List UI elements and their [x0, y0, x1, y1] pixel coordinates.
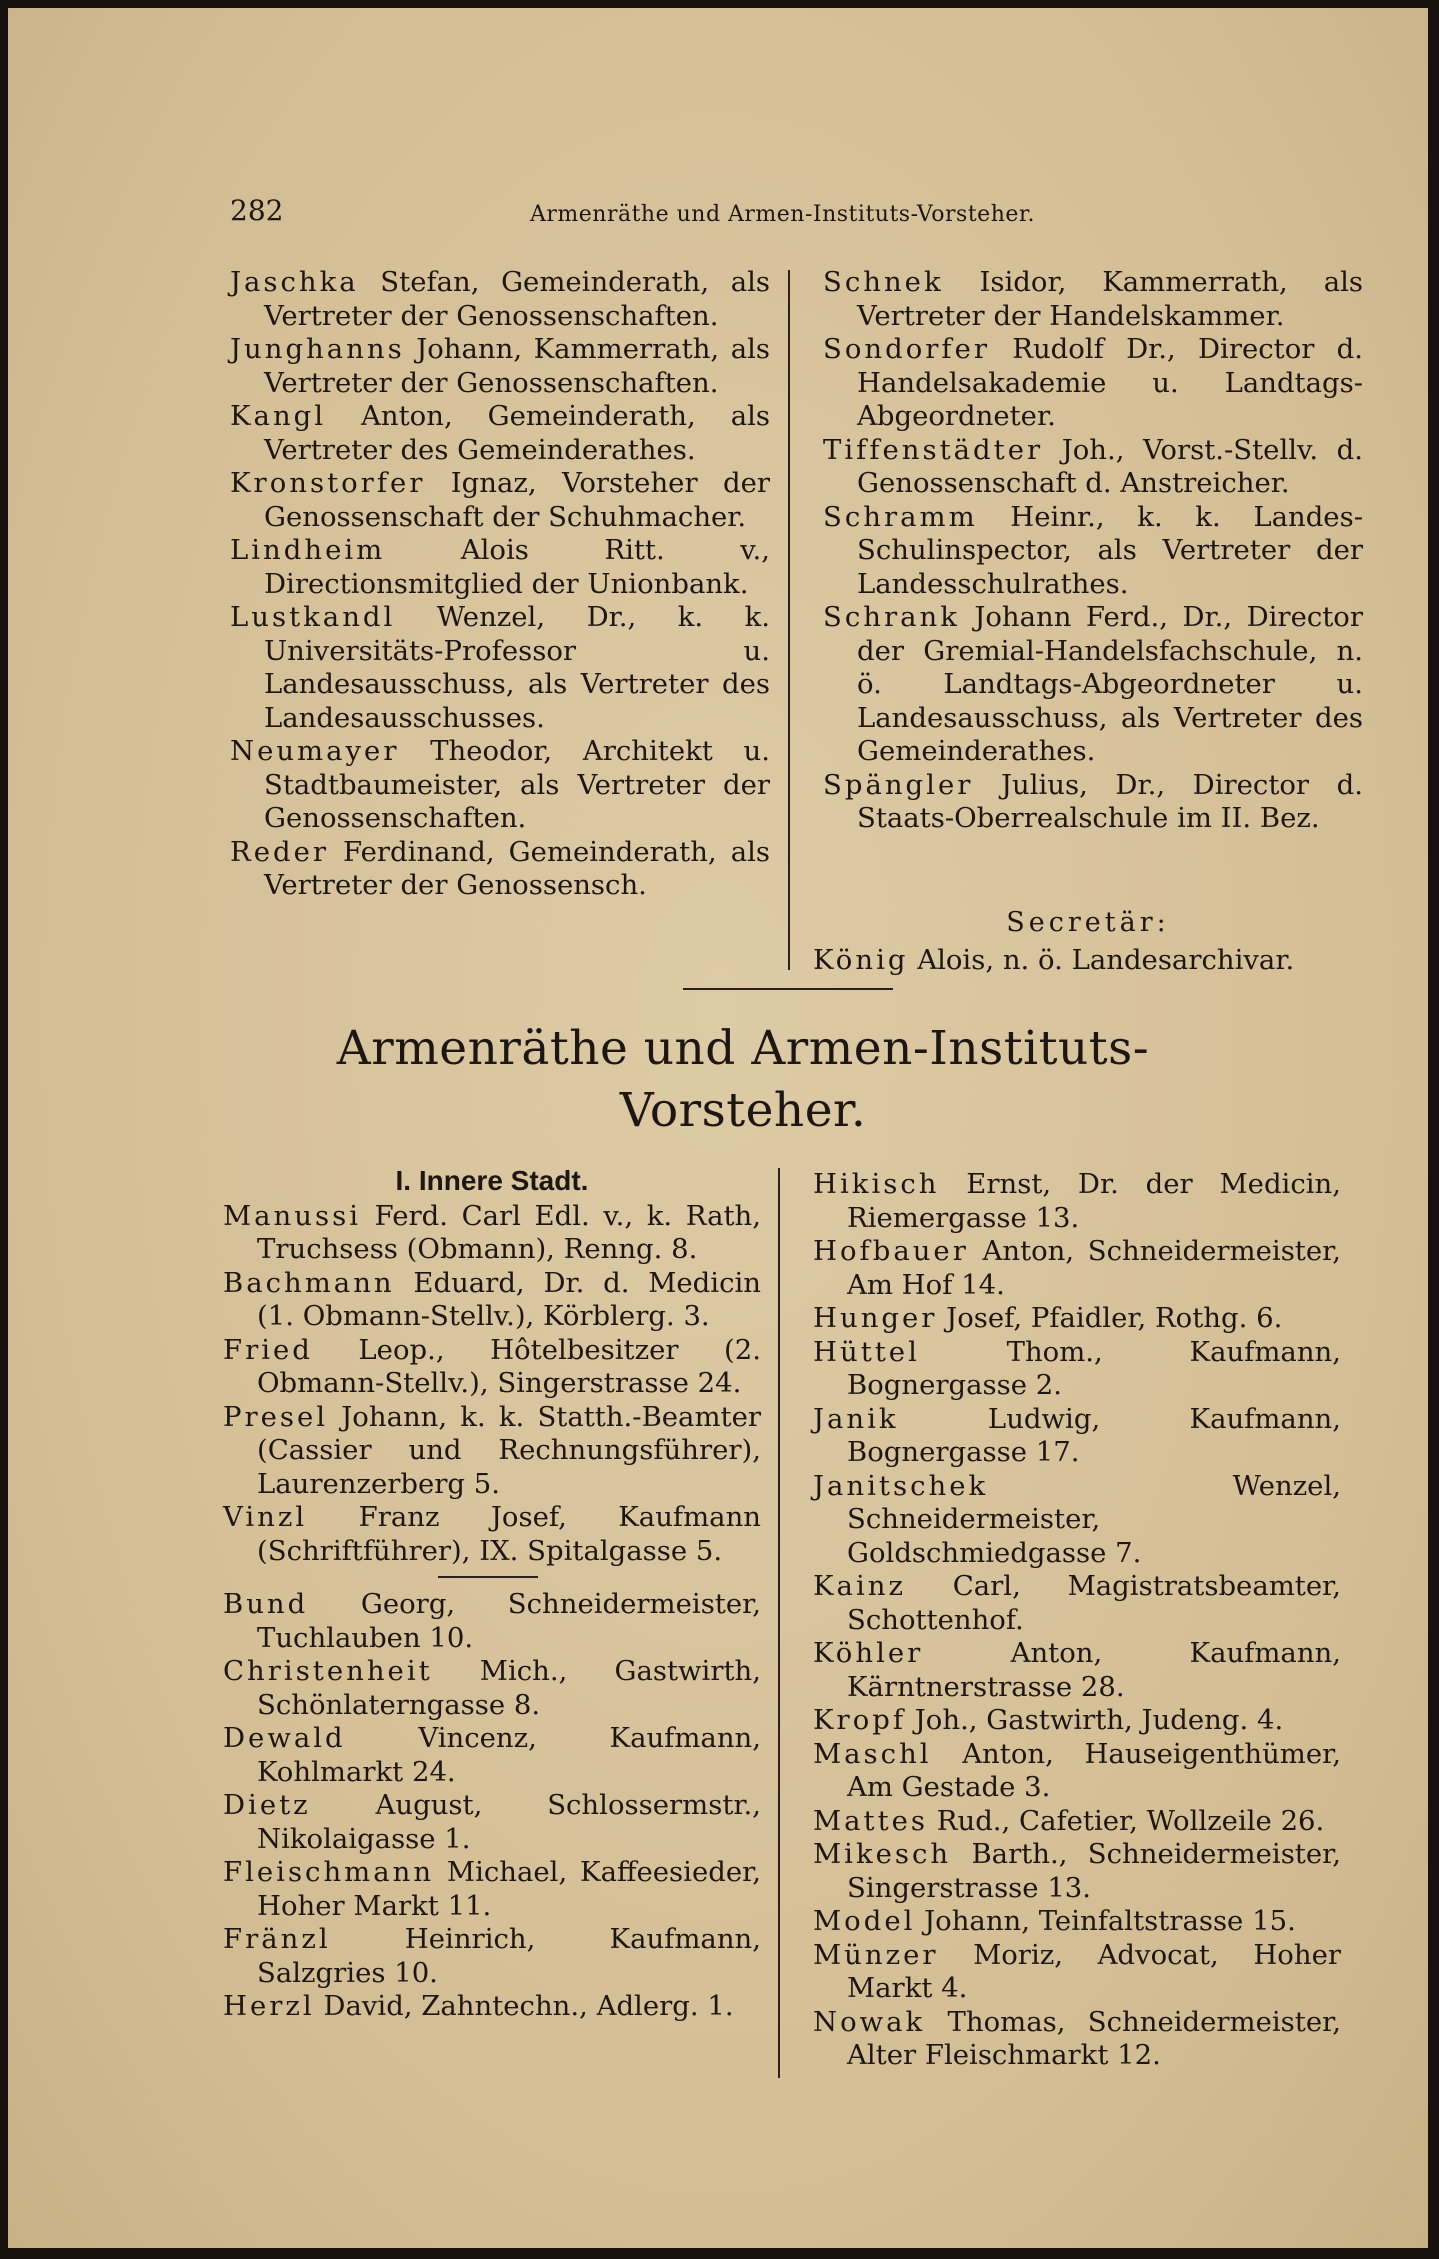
list-entry — [223, 1200, 761, 1267]
list-entry — [223, 1401, 761, 1502]
list-entry — [230, 601, 770, 735]
list-entry — [813, 1235, 1341, 1302]
entry-surname: Köhler — [813, 1637, 924, 1669]
entry-details: Stefan, Gemeinderath, als Vertreter der Genossenschaften. — [264, 266, 770, 332]
list-entry — [223, 1334, 761, 1401]
entry-surname: Hikisch — [813, 1168, 940, 1200]
entry-details: Johann, k. k. Statth.-Beamter (Cassier und Rechnungsführer), Laurenzerberg 5. — [257, 1400, 761, 1500]
secretary-entry — [813, 944, 1363, 978]
entry-details: Eduard, Dr. d. Medicin (1. Obmann-Stellv.), Körblerg. 3. — [257, 1266, 761, 1332]
list-entry — [813, 1939, 1341, 2006]
entry-details: Ignaz, Vorsteher der Genossenschaft der Schuhmacher. — [264, 467, 770, 533]
entry-surname: Reder — [230, 835, 330, 868]
entry-surname: Janitschek — [813, 1469, 989, 1502]
top-column-divider — [788, 270, 790, 970]
list-entry — [813, 1168, 1341, 1235]
list-entry — [813, 1470, 1341, 1571]
entry-details: David, Zahntechn., Adlerg. 1. — [314, 1990, 734, 2022]
entry-surname: Hüttel — [813, 1335, 920, 1368]
district-heading: I. Innere Stadt. — [395, 1165, 589, 1196]
entry-surname: Sondorfer — [823, 333, 991, 365]
entry-details: August, Schlossermstr., Nikolaigasse 1. — [257, 1789, 761, 1855]
entry-surname: Fleischmann — [223, 1856, 435, 1888]
page-number: 282 — [230, 194, 284, 227]
entry-surname: Münzer — [813, 1938, 939, 1971]
list-entry — [813, 1302, 1341, 1336]
entry-details: Johann, Teinfaltstrasse 15. — [915, 1905, 1296, 1937]
list-entry — [223, 1588, 761, 1655]
entry-surname: Lustkandl — [230, 601, 396, 633]
entry-surname: Schramm — [823, 500, 978, 533]
list-entry — [813, 1738, 1341, 1805]
entry-surname: Hunger — [813, 1302, 938, 1334]
entry-details: Carl, Magistratsbeamter, Schottenhof. — [847, 1570, 1341, 1636]
entry-details: Wenzel, Dr., k. k. Universitäts-Professor u. Landesausschuss, als Vertreter des Landesausschusses. — [264, 601, 770, 734]
list-entry — [223, 1501, 761, 1568]
entry-surname: Neumayer — [230, 735, 400, 767]
members-list — [223, 1588, 761, 2024]
entry-details: Theodor, Architekt u. Stadtbaumeister, als Vertreter der Genossenschaften. — [264, 735, 770, 834]
entry-surname: Fränzl — [223, 1923, 331, 1955]
book-page — [8, 8, 1428, 2248]
entry-surname: Dewald — [223, 1722, 346, 1754]
section-title — [228, 1018, 1258, 1142]
entry-details: Ludwig, Kaufmann, Bognergasse 17. — [847, 1402, 1341, 1468]
section-separator — [683, 988, 893, 990]
entry-details: Alois, n. ö. Landesarchivar. — [908, 943, 1295, 976]
entry-details: Ferdinand, Gemeinderath, als Vertreter der Genossensch. — [264, 835, 770, 901]
list-entry — [223, 1655, 761, 1722]
list-entry — [813, 1838, 1341, 1905]
entry-details: Johann, Kammerrath, als Vertreter der Genossenschaften. — [264, 333, 770, 399]
list-entry — [823, 769, 1363, 836]
entry-details: Josef, Pfaidler, Rothg. 6. — [937, 1302, 1283, 1334]
list-entry — [813, 1336, 1341, 1403]
list-entry — [230, 467, 770, 534]
entry-surname: Herzl — [223, 1990, 315, 2022]
list-entry — [823, 601, 1363, 769]
bottom-right-column — [813, 1168, 1341, 2073]
list-entry — [813, 1570, 1341, 1637]
entry-surname: Tiffenstädter — [823, 433, 1044, 466]
entry-details: Isidor, Kammerrath, als Vertreter der Handelskammer. — [857, 266, 1363, 332]
entry-details: Wenzel, Schneidermeister, Goldschmiedgasse 7. — [847, 1469, 1341, 1569]
officers-separator — [438, 1576, 538, 1578]
list-entry — [223, 1990, 761, 2024]
list-entry — [823, 333, 1363, 434]
entry-details: Leop., Hôtelbesitzer (2. Obmann-Stellv.), Singerstrasse 24. — [257, 1333, 761, 1399]
entry-surname: Hofbauer — [813, 1235, 969, 1267]
entry-details: Thomas, Schneidermeister, Alter Fleischmarkt 12. — [847, 2005, 1341, 2071]
running-head: Armenräthe und Armen-Instituts-Vorsteher. — [530, 202, 1035, 227]
entry-details: Anton, Hauseigenthümer, Am Gestade 3. — [847, 1737, 1341, 1803]
entry-surname: Mattes — [813, 1804, 929, 1837]
list-entry — [223, 1722, 761, 1789]
section-title-line-2: Vorsteher. — [619, 1083, 867, 1138]
entry-surname: Kangl — [230, 400, 327, 432]
entry-details: Johann Ferd., Dr., Director der Gremial-Handelsfachschule, n. ö. Landtags-Abgeordneter u. Landesausschuss, als Vertreter des Gemeinderathes. — [857, 601, 1363, 767]
entry-details: Rud., Cafetier, Wollzeile 26. — [928, 1804, 1325, 1837]
secretary-label: Secretär: — [1006, 907, 1170, 938]
list-entry — [823, 266, 1363, 333]
officers-list — [223, 1200, 761, 1569]
entry-surname: Model — [813, 1905, 916, 1937]
entry-surname: Manussi — [223, 1199, 361, 1232]
top-right-column — [823, 266, 1363, 836]
list-entry — [813, 1704, 1341, 1738]
entry-details: Joh., Gastwirth, Judeng. 4. — [906, 1704, 1284, 1736]
page-header — [230, 194, 1090, 234]
entry-surname: Schrank — [823, 601, 960, 633]
bottom-column-divider — [778, 1168, 780, 2078]
entry-surname: Schnek — [823, 266, 944, 298]
entry-surname: Kronstorfer — [230, 467, 426, 499]
list-entry — [223, 1267, 761, 1334]
entry-details: Mich., Gastwirth, Schönlaterngasse 8. — [257, 1655, 761, 1721]
entry-surname: Kropf — [813, 1704, 907, 1736]
section-title-line-1: Armenräthe und Armen-Instituts- — [336, 1021, 1150, 1076]
list-entry — [230, 266, 770, 333]
entry-surname: Bund — [223, 1588, 309, 1620]
entry-surname: Jaschka — [230, 266, 359, 298]
secretary-block — [813, 894, 1363, 977]
entry-details: Julius, Dr., Director d. Staats-Oberrealschule im II. Bez. — [857, 768, 1363, 834]
entry-surname: Spängler — [823, 768, 974, 801]
entry-surname: Maschl — [813, 1737, 932, 1770]
entry-details: Michael, Kaffeesieder, Hoher Markt 11. — [257, 1856, 761, 1922]
list-entry — [230, 735, 770, 836]
entry-surname: Presel — [223, 1400, 329, 1433]
entry-surname: Lindheim — [230, 534, 386, 566]
entry-details: Anton, Gemeinderath, als Vertreter des Gemeinderathes. — [264, 400, 770, 466]
list-entry — [223, 1923, 761, 1990]
entry-details: Barth., Schneidermeister, Singerstrasse 13. — [847, 1838, 1341, 1904]
entry-details: Moriz, Advocat, Hoher Markt 4. — [847, 1938, 1341, 2004]
bottom-left-column — [223, 1164, 761, 2024]
entry-surname: Junghanns — [230, 333, 405, 365]
entry-details: Ernst, Dr. der Medicin, Riemergasse 13. — [847, 1168, 1341, 1234]
entry-details: Anton, Schneidermeister, Am Hof 14. — [847, 1235, 1341, 1301]
entry-surname: Fried — [223, 1333, 313, 1366]
top-left-column — [230, 266, 770, 903]
entry-details: Thom., Kaufmann, Bognergasse 2. — [847, 1335, 1341, 1401]
entry-surname: Mikesch — [813, 1838, 952, 1870]
entry-surname: Nowak — [813, 2005, 926, 2038]
list-entry — [813, 1905, 1341, 1939]
entry-details: Anton, Kaufmann, Kärntnerstrasse 28. — [847, 1637, 1341, 1703]
entry-details: Rudolf Dr., Director d. Handelsakademie u. Landtags-Abgeordneter. — [857, 333, 1363, 432]
entry-details: Georg, Schneidermeister, Tuchlauben 10. — [257, 1588, 761, 1654]
entry-surname: Janik — [813, 1402, 899, 1435]
entry-details: Alois Ritt. v., Directionsmitglied der Unionbank. — [264, 534, 770, 600]
list-entry — [813, 1403, 1341, 1470]
entry-surname: Bachmann — [223, 1266, 395, 1299]
list-entry — [230, 836, 770, 903]
entry-details: Heinr., k. k. Landes-Schulinspector, als Vertreter der Landesschulrathes. — [857, 500, 1363, 600]
entry-surname: Vinzl — [223, 1501, 308, 1533]
list-entry — [230, 534, 770, 601]
list-entry — [823, 434, 1363, 501]
entry-details: Heinrich, Kaufmann, Salzgries 10. — [257, 1923, 761, 1989]
list-entry — [223, 1789, 761, 1856]
entry-surname: Kainz — [813, 1570, 906, 1602]
entry-details: Ferd. Carl Edl. v., k. Rath, Truchsess (Obmann), Renng. 8. — [257, 1199, 761, 1265]
list-entry — [813, 1805, 1341, 1839]
list-entry — [813, 1637, 1341, 1704]
entry-details: Vincenz, Kaufmann, Kohlmarkt 24. — [257, 1722, 761, 1788]
entry-surname: Dietz — [223, 1789, 311, 1821]
entry-surname: Christenheit — [223, 1655, 433, 1687]
list-entry — [230, 400, 770, 467]
list-entry — [223, 1856, 761, 1923]
list-entry — [823, 501, 1363, 602]
entry-surname: König — [813, 943, 909, 976]
entry-details: Franz Josef, Kaufmann (Schriftführer), IX. Spitalgasse 5. — [257, 1501, 761, 1567]
list-entry — [230, 333, 770, 400]
entry-details: Joh., Vorst.-Stellv. d. Genossenschaft d. Anstreicher. — [857, 433, 1363, 499]
list-entry — [813, 2006, 1341, 2073]
